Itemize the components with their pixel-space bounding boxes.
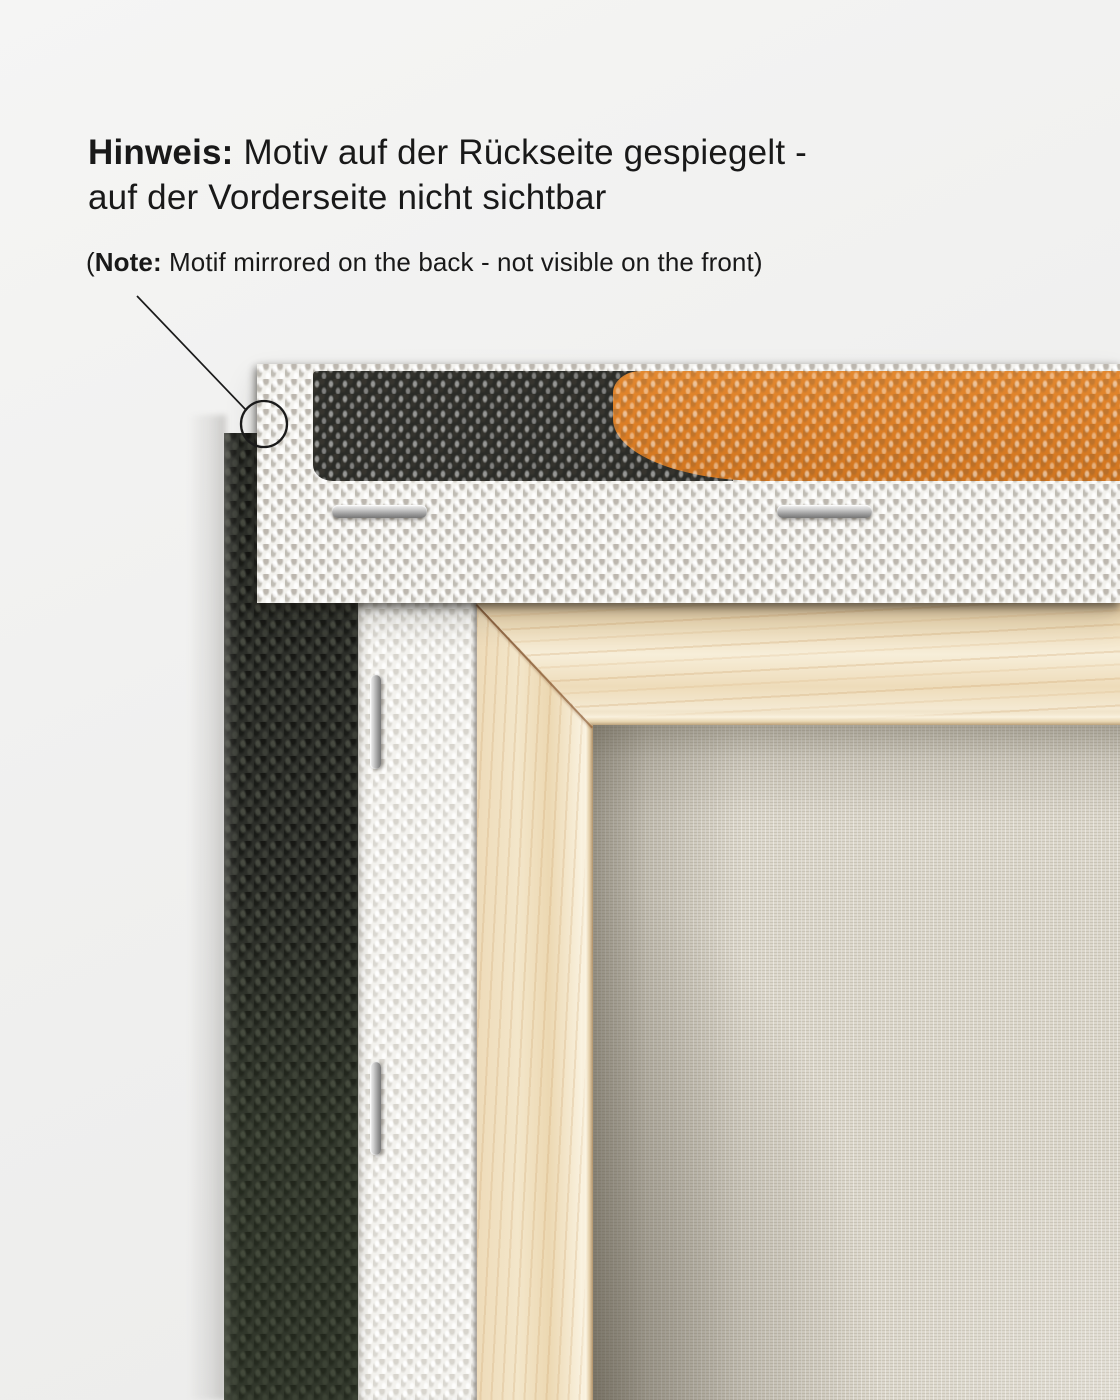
staple-horizontal-right bbox=[777, 505, 872, 518]
staple-horizontal-left bbox=[332, 505, 427, 518]
note-english-label: Note: bbox=[94, 247, 162, 277]
note-german-line2: auf der Vorderseite nicht sichtbar bbox=[88, 178, 607, 217]
staple-vertical-upper bbox=[370, 675, 381, 769]
note-german-line1: Motiv auf der Rückseite gespiegelt - bbox=[233, 133, 808, 172]
canvas-top-flap bbox=[257, 364, 1120, 603]
canvas-knit-texture bbox=[257, 364, 1120, 603]
staple-vertical-lower bbox=[370, 1062, 381, 1155]
note-english bbox=[86, 246, 1026, 278]
note-german-label: Hinweis: bbox=[88, 133, 234, 172]
note-english-paren: ( bbox=[86, 247, 95, 277]
note-german bbox=[88, 130, 988, 220]
stretcher-bar-left bbox=[477, 603, 593, 1400]
canvas-back-shadow bbox=[593, 725, 1120, 1400]
wall-cast-shadow bbox=[188, 415, 226, 1400]
note-english-rest: Motif mirrored on the back - not visible on the front) bbox=[161, 247, 763, 277]
